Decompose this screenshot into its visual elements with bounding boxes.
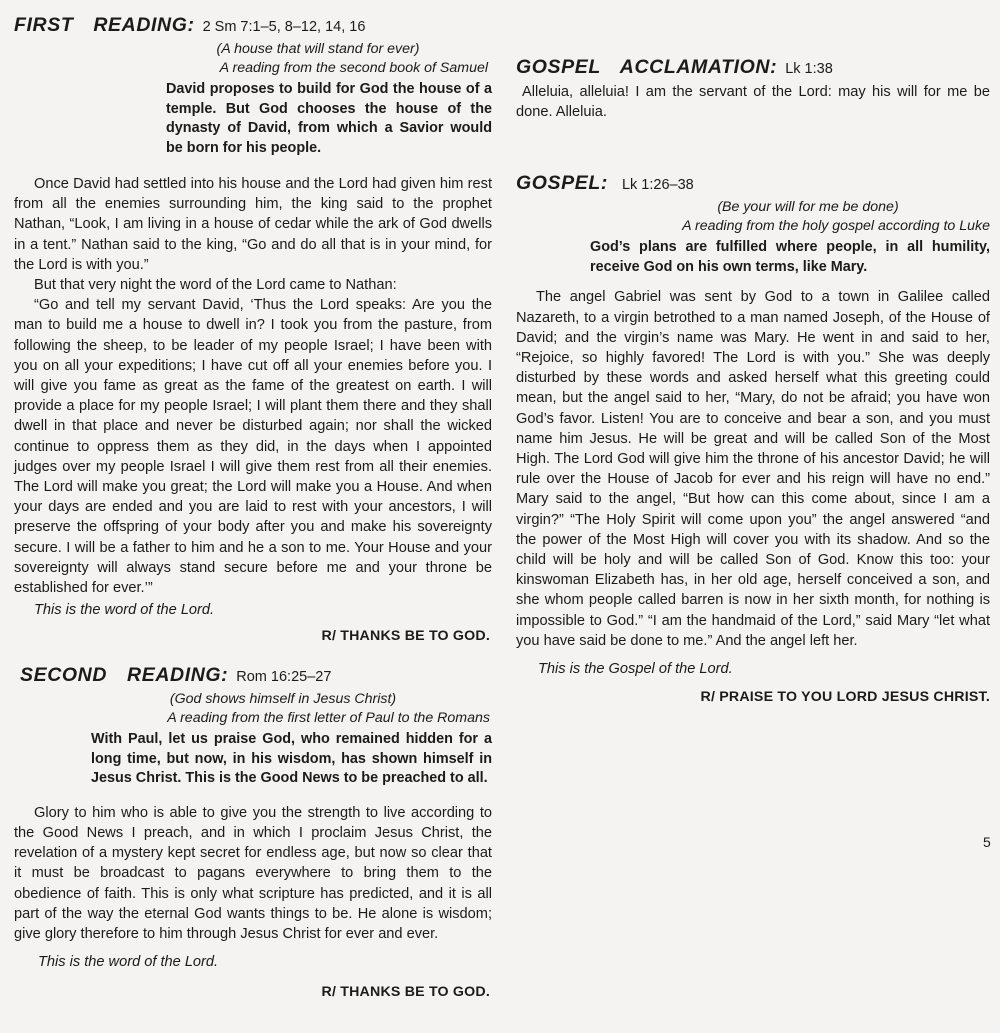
first-reading <box>14 12 492 646</box>
second-reading-source: A reading from the first letter of Paul to the Romans <box>167 710 490 727</box>
right-column <box>516 0 990 707</box>
first-reading-heading: FIRST READING: <box>14 14 195 36</box>
second-reading-summary: With Paul, let us praise God, who remained hidden for a long time, but now, in his wisdom, has shown himself in Jesus Christ. This is the Good News to be preached to all. <box>91 731 492 787</box>
gospel-response: R/ PRAISE TO YOU LORD JESUS CHRIST. <box>700 689 990 706</box>
first-reading-source: A reading from the second book of Samuel <box>219 60 488 76</box>
first-reading-reference: 2 Sm 7:1–5, 8–12, 14, 16 <box>202 19 366 35</box>
first-reading-closing: This is the word of the Lord. <box>34 602 215 619</box>
left-column <box>14 0 492 1002</box>
first-reading-paragraph-3: “Go and tell my servant David, ‘Thus the Lord speaks: Are you the man to build me a house to dwell in? I took you from the pasture, from following the sheep, to be leader of my people Israel; I have been with you on all your expeditions; I have cut off all your enemies before you. I will give you fame as great as the fame of the greatest on earth. I will provide a place for my people Israel; I will plant them there and they shall dwell in that place and never be disturbed again; nor shall the wicked continue to oppress them as they did, in the days when I appointed judges over my people Israel I will give them rest from all their enemies. The Lord will make you great; the Lord will make you a House. And when your days are ended and you are laid to rest with your ancestors, I will preserve the offspring of your body after you and make his sovereignty secure. I will be a father to him and he a son to me. Your House and your sovereignty will always stand secure before me and your throne be established for ever.’” <box>14 297 492 597</box>
first-reading-paragraph-1: Once David had settled into his house and the Lord had given him rest from all the enemies surrounding him, the king said to the prophet Nathan, “Look, I am living in a house of cedar while the ark of God dwells in a tent.” Nathan said to the king, “Go and do all that is in your mind, for the Lord is with you.” <box>14 176 492 273</box>
second-reading-paragraph: Glory to him who is able to give you the strength to live according to the Good News I preach, and in which I proclaim Jesus Christ, the revelation of a mystery kept secret for endless age, but now so clear that it must be broadcast to pagans everywhere to bring them to the obedience of faith. This is only what scripture has predicted, and it is all part of the way the eternal God wants things to be. He alone is wisdom; give glory therefore to him through Jesus Christ for ever and ever. <box>14 804 492 942</box>
gospel-acclamation-text: Alleluia, alleluia! I am the servant of the Lord: may his will for me be done. Alleluia. <box>516 84 990 121</box>
gospel-summary: God’s plans are fulfilled where people, in all humility, receive God on his own terms, like Mary. <box>590 239 990 275</box>
second-reading-response: R/ THANKS BE TO GOD. <box>321 984 490 1001</box>
second-reading-closing: This is the word of the Lord. <box>38 954 219 971</box>
second-reading-heading-line <box>14 662 492 690</box>
gospel-acclamation-reference: Lk 1:38 <box>785 61 833 77</box>
second-reading-reference: Rom 16:25–27 <box>236 669 332 686</box>
first-reading-heading-line <box>14 12 492 40</box>
second-reading-theme: (God shows himself in Jesus Christ) <box>169 691 397 708</box>
first-reading-theme: (A house that will stand for ever) <box>216 41 420 57</box>
second-reading <box>14 662 492 1002</box>
gospel-closing: This is the Gospel of the Lord. <box>538 661 733 678</box>
gospel-paragraph: The angel Gabriel was sent by God to a town in Galilee called Nazareth, to a virgin betrothed to a man named Joseph, of the House of David; and the virgin’s name was Mary. He went in and said to her, “Rejoice, so highly favored! The Lord is with you.” She was deeply disturbed by these words and asked herself what this greeting could mean, but the angel said to her, “Mary, do not be afraid; you have won God’s favor. Listen! You are to conceive and bear a son, and you must name him Jesus. He will be great and will be called Son of the Most High. The Lord God will give him the throne of his ancestor David; he will rule over the House of Jacob for ever and his reign will have no end.” Mary said to the angel, “But how can this come about, since I am a virgin?” “The Holy Spirit will come upon you” the angel answered “and the power of the Most High will cover you with its shadow. And so the child will be holy and will be called Son of God. Know this too: your kinswoman Elizabeth has, in her old age, herself conceived a son, and she whom people called barren is now in her sixth month, for nothing is impossible to God.” “I am the handmaid of the Lord,” said Mary “let what you have said be done to me.” And the angel left her. <box>516 289 990 649</box>
gospel-heading-line <box>516 170 990 198</box>
first-reading-paragraph-2: But that very night the word of the Lord came to Nathan: <box>34 277 397 294</box>
gospel-heading: GOSPEL: <box>516 172 608 195</box>
second-reading-heading: SECOND READING: <box>20 664 229 687</box>
gospel-acclamation-heading: GOSPEL ACCLAMATION: <box>516 56 778 78</box>
gospel <box>516 170 990 707</box>
gospel-reference: Lk 1:26–38 <box>621 177 694 194</box>
gospel-acclamation <box>516 54 990 122</box>
first-reading-response: R/ THANKS BE TO GOD. <box>321 628 490 645</box>
gospel-theme: (Be your will for me be done) <box>717 199 899 216</box>
page-number: 5 <box>983 834 991 850</box>
gospel-source: A reading from the holy gospel according to Luke <box>682 218 990 235</box>
first-reading-summary: David proposes to build for God the house of a temple. But God chooses the house of the dynasty of David, from which a Savior would be born for his people. <box>166 81 492 156</box>
gospel-acclamation-heading-line <box>516 54 990 82</box>
